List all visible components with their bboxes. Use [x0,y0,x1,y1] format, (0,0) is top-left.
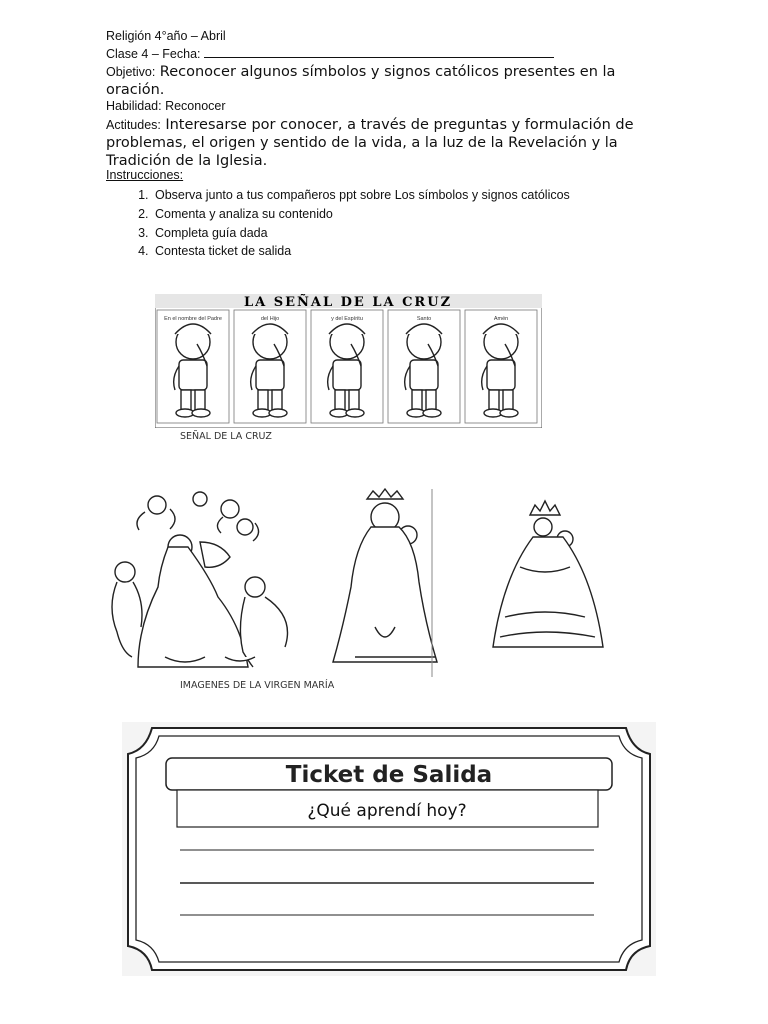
instructions-list [128,186,570,261]
actitudes-label: Actitudes: [106,118,161,132]
actitudes-text: Interesarse por conocer, a través de preguntas y formulación de problemas, el origen y sentido de la vida, a la luz de la Revelación y la Tradición de la Iglesia. [106,117,634,169]
cross-step-label: Amén [493,316,509,322]
ornate-virgin-drawing [493,501,603,647]
fecha-blank-line [204,46,554,58]
subject-line: Religión 4°año – Abril [106,29,226,43]
virgin-caption: IMAGENES DE LA VIRGEN MARÍA [180,680,335,691]
clase-fecha-label: Clase 4 – Fecha: [106,47,201,61]
instruction-item: 4. Contesta ticket de salida [152,242,570,261]
cross-step-label: Santo [416,316,432,322]
virgin-with-angels-drawing [112,492,288,667]
objetivo-label: Objetivo: [106,65,156,79]
instrucciones-label: Instrucciones: [106,168,184,182]
clase-fecha-line [106,46,554,61]
exit-ticket [122,722,656,976]
cross-sign-illustration [155,294,542,428]
cross-step-label: y del Espíritu [331,316,363,322]
instruction-item: 1. Observa junto a tus compañeros ppt sobre Los símbolos y signos católicos [152,186,570,205]
cross-sign-caption: SEÑAL DE LA CRUZ [180,431,272,442]
objetivo-paragraph [106,63,646,99]
ticket-title: Ticket de Salida [285,762,493,788]
habilidad-line: Habilidad: Reconocer [106,99,226,113]
virgin-mary-illustrations [105,487,620,682]
cross-sign-banner: LA SEÑAL DE LA CRUZ [243,295,453,310]
actitudes-paragraph [106,116,646,170]
ticket-question: ¿Qué aprendí hoy? [307,801,467,821]
instruction-item: 3. Completa guía dada [152,224,570,243]
cross-step-label: En el nombre del Padre [164,316,222,322]
crowned-virgin-drawing [333,489,437,662]
objetivo-text: Reconocer algunos símbolos y signos católicos presentes en la oración. [106,64,616,98]
instruction-item: 2. Comenta y analiza su contenido [152,205,570,224]
cross-step-label: del Hijo [260,316,280,322]
